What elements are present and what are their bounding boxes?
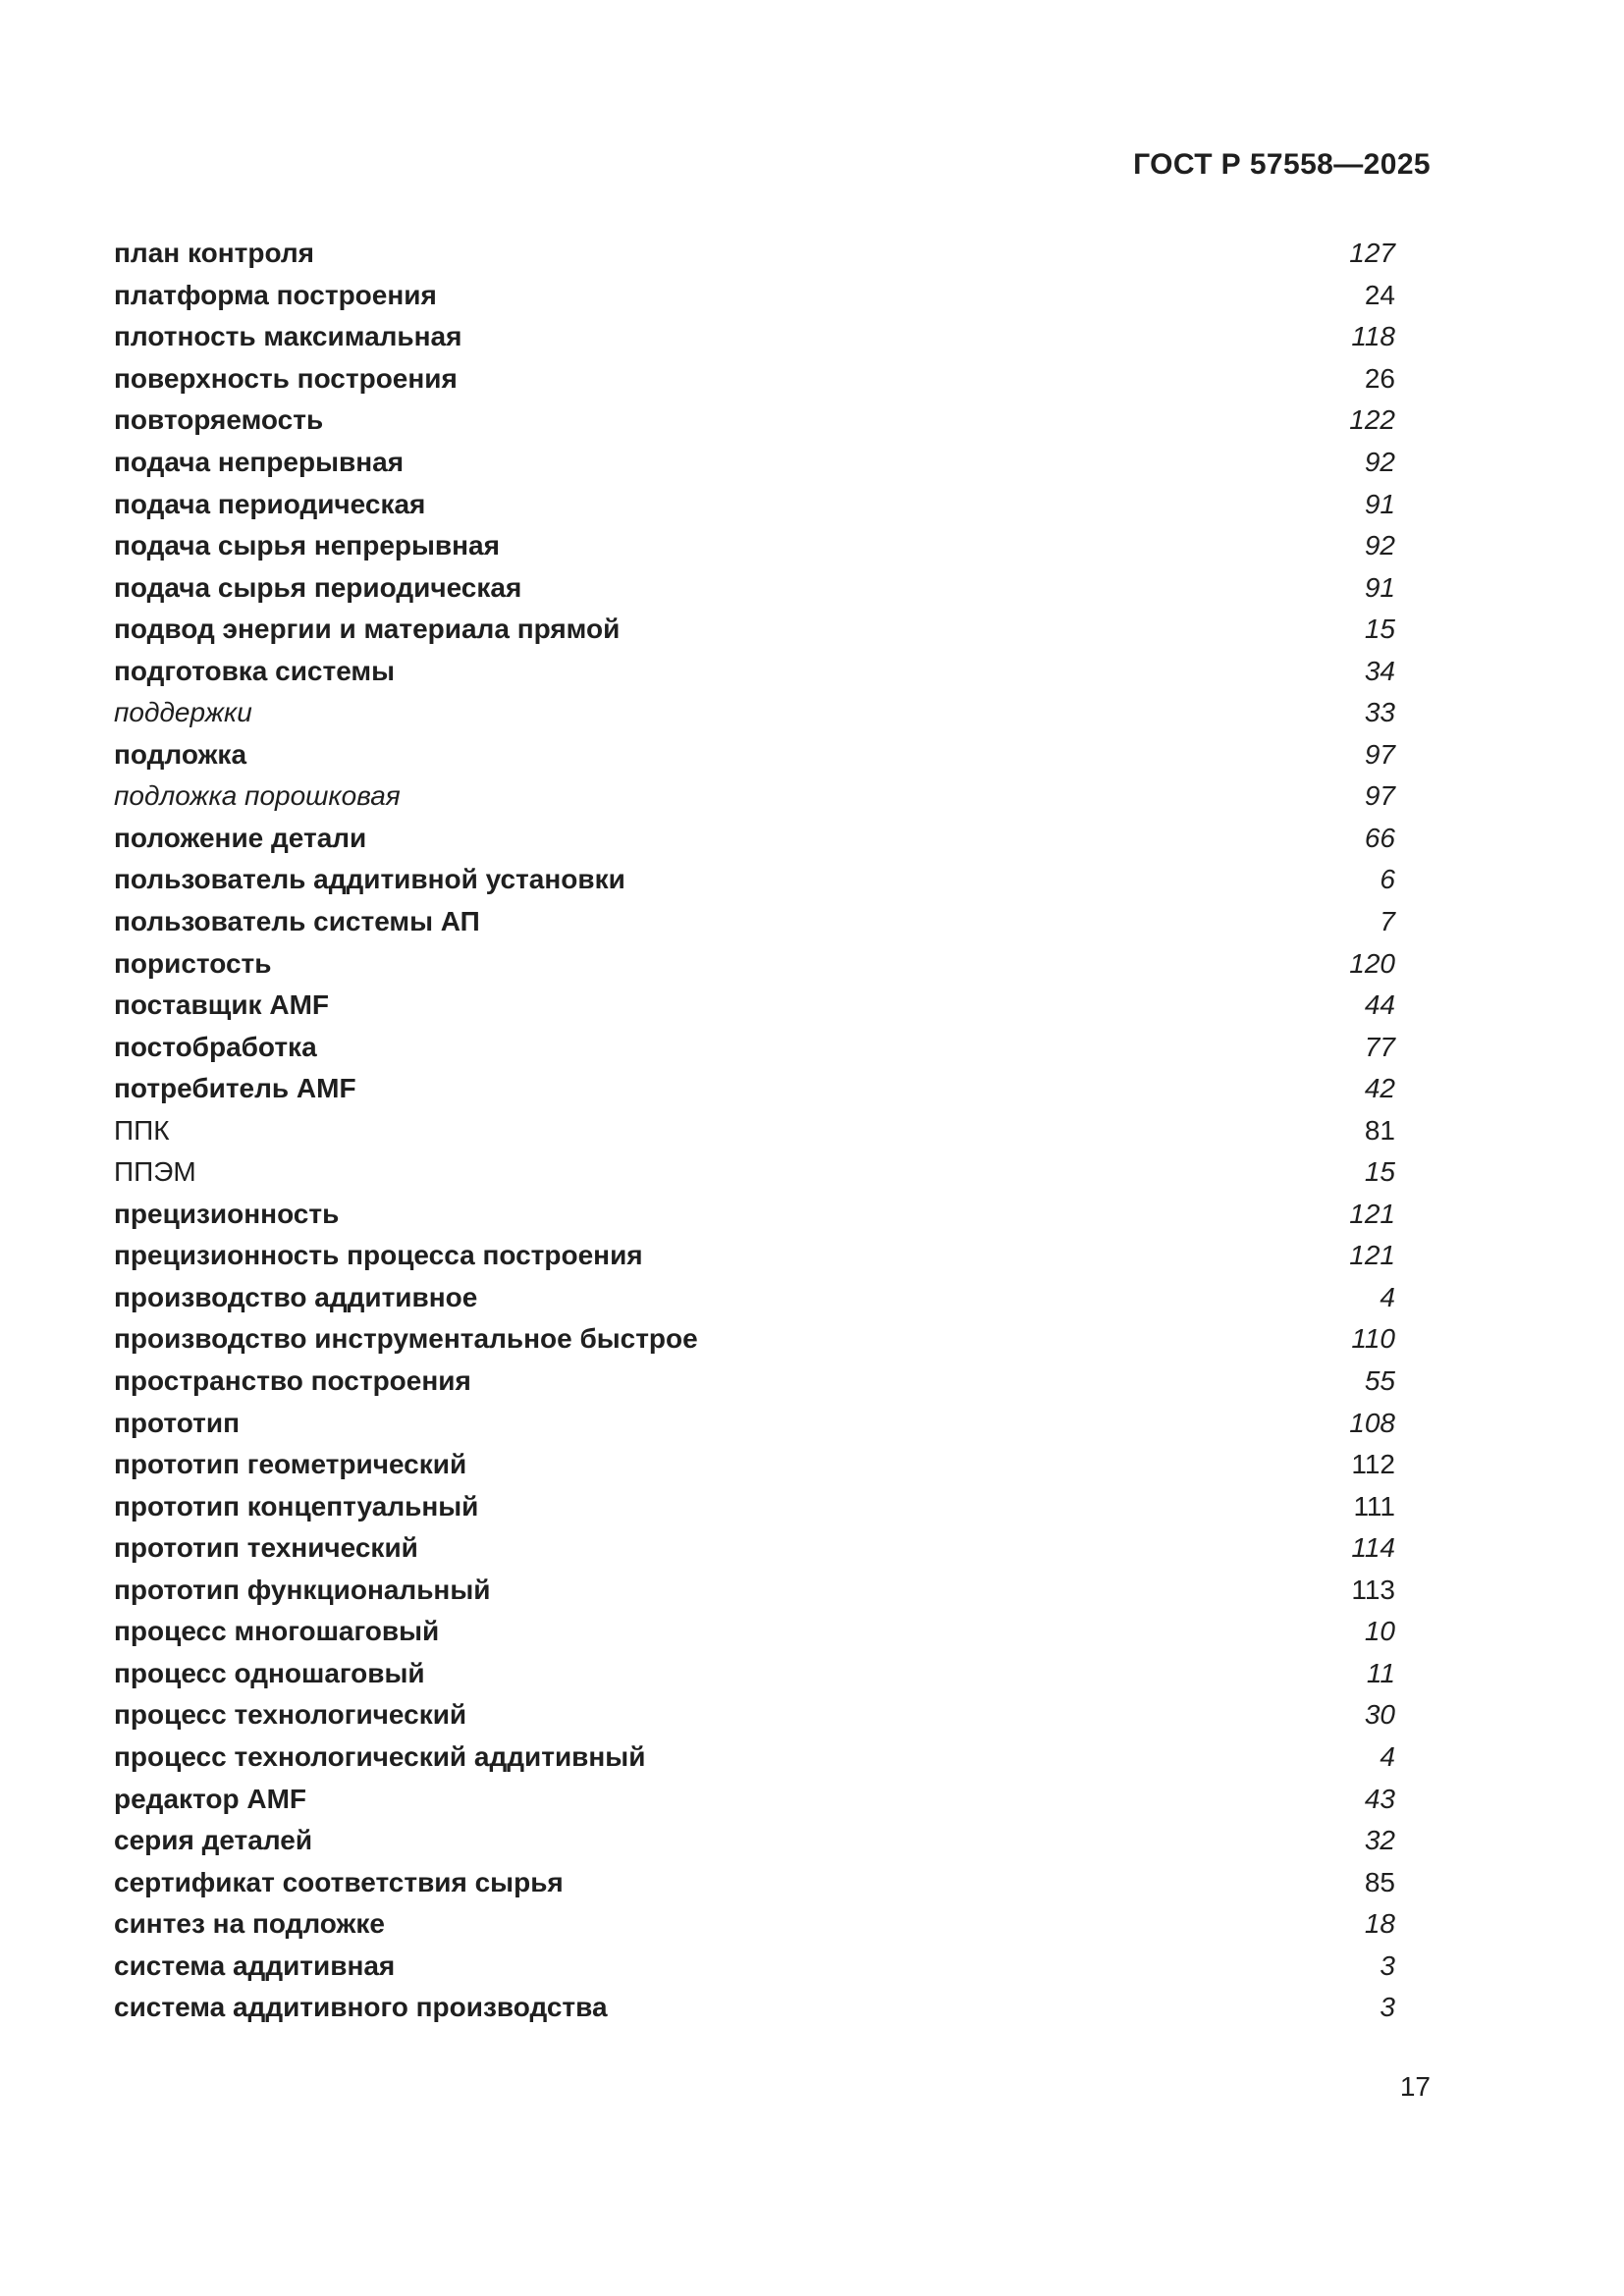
index-entry-row [114, 1402, 1395, 1444]
index-entry-row [114, 1235, 1395, 1277]
index-entry-row [114, 985, 1395, 1027]
index-page-number: 4 [1380, 1740, 1395, 1772]
index-entry-row [114, 734, 1395, 776]
index-term: ППЭМ [114, 1156, 196, 1188]
index-entry-row [114, 358, 1395, 400]
index-term: пользователь системы АП [114, 906, 480, 937]
index-page-number: 91 [1364, 571, 1395, 603]
index-entry-row [114, 233, 1395, 275]
index-term: процесс технологический [114, 1699, 467, 1731]
index-page-number: 97 [1364, 780, 1395, 812]
index-entry-row [114, 1151, 1395, 1194]
index-entry-row [114, 566, 1395, 609]
index-page-number: 114 [1351, 1532, 1395, 1564]
index-page-number: 6 [1380, 864, 1395, 895]
index-term: прототип технический [114, 1532, 418, 1564]
index-entry-row [114, 901, 1395, 943]
index-term: поддержки [114, 697, 252, 728]
index-term: процесс технологический аддитивный [114, 1740, 646, 1772]
index-page-number: 18 [1364, 1908, 1395, 1940]
index-term: система аддитивного производства [114, 1992, 608, 2023]
index-entry-row [114, 1485, 1395, 1527]
index-list [114, 233, 1395, 2029]
index-page-number: 110 [1351, 1323, 1395, 1355]
index-entry-row [114, 1736, 1395, 1779]
index-page-number: 85 [1364, 1866, 1395, 1897]
index-entry-row [114, 609, 1395, 651]
index-term: подложка порошковая [114, 780, 401, 812]
index-entry-row [114, 1277, 1395, 1319]
index-entry-row [114, 775, 1395, 818]
index-page-number: 121 [1349, 1240, 1395, 1271]
index-entry-row [114, 1194, 1395, 1236]
index-page-number: 92 [1364, 447, 1395, 477]
index-entry-row [114, 859, 1395, 901]
index-entry-row [114, 1694, 1395, 1736]
index-term: ППК [114, 1114, 170, 1146]
index-page-number: 7 [1380, 906, 1395, 937]
index-term: подготовка системы [114, 655, 396, 686]
index-page-number: 108 [1349, 1407, 1395, 1438]
index-entry-row [114, 1109, 1395, 1151]
index-entry-row [114, 1026, 1395, 1068]
index-entry-row [114, 818, 1395, 860]
index-entry-row [114, 1653, 1395, 1695]
index-page-number: 91 [1364, 488, 1395, 519]
index-page-number: 4 [1380, 1281, 1395, 1312]
index-entry-row [114, 1820, 1395, 1862]
index-entry-row [114, 1861, 1395, 1903]
index-page-number: 33 [1364, 697, 1395, 728]
index-entry-row [114, 442, 1395, 484]
index-page-number: 24 [1364, 279, 1395, 310]
index-page-number: 127 [1349, 238, 1395, 269]
index-term: подача сырья непрерывная [114, 530, 500, 561]
index-entry-row [114, 1987, 1395, 2029]
index-term: производство инструментальное быстрое [114, 1323, 698, 1355]
index-page-number: 10 [1364, 1616, 1395, 1647]
index-page-number: 120 [1349, 947, 1395, 979]
index-term: повторяемость [114, 404, 324, 436]
index-term: редактор AMF [114, 1783, 307, 1814]
index-page-number: 77 [1364, 1031, 1395, 1062]
index-entry-row [114, 1318, 1395, 1361]
index-term: сертификат соответствия сырья [114, 1866, 564, 1897]
index-entry-row [114, 1611, 1395, 1653]
index-entry-row [114, 650, 1395, 692]
index-term: серия деталей [114, 1825, 313, 1856]
index-term: прототип геометрический [114, 1449, 467, 1480]
index-term: подача периодическая [114, 488, 426, 519]
index-entry-row [114, 942, 1395, 985]
index-page-number: 118 [1351, 321, 1395, 352]
index-page-number: 3 [1380, 1992, 1395, 2023]
index-page-number: 111 [1353, 1490, 1395, 1522]
index-term: плотность максимальная [114, 321, 462, 352]
index-term: пористость [114, 947, 272, 979]
index-term: прецизионность процесса построения [114, 1240, 643, 1271]
index-page-number: 81 [1364, 1114, 1395, 1146]
index-page-number: 34 [1364, 655, 1395, 686]
index-term: поверхность построения [114, 362, 458, 394]
page-number: 17 [1399, 2071, 1431, 2102]
index-term: постобработка [114, 1031, 317, 1062]
index-entry-row [114, 1570, 1395, 1612]
index-page-number: 11 [1366, 1657, 1395, 1688]
index-term: процесс одношаговый [114, 1657, 425, 1688]
index-term: подвод энергии и материала прямой [114, 614, 621, 645]
index-page-number: 44 [1364, 989, 1395, 1021]
index-term: пользователь аддитивной установки [114, 864, 625, 895]
index-term: прецизионность [114, 1198, 340, 1229]
index-entry-row [114, 1068, 1395, 1110]
index-page-number: 122 [1349, 404, 1395, 436]
index-entry-row [114, 483, 1395, 525]
index-term: синтез на подложке [114, 1908, 385, 1940]
index-term: прототип концептуальный [114, 1490, 479, 1522]
index-term: план контроля [114, 238, 314, 269]
index-page-number: 113 [1351, 1574, 1395, 1605]
index-entry-row [114, 1527, 1395, 1570]
index-page-number: 32 [1364, 1825, 1395, 1856]
index-page-number: 92 [1364, 530, 1395, 561]
index-term: прототип [114, 1407, 241, 1438]
index-term: поставщик AMF [114, 989, 329, 1021]
index-entry-row [114, 316, 1395, 358]
index-page-number: 30 [1364, 1699, 1395, 1731]
index-entry-row [114, 275, 1395, 317]
index-term: производство аддитивное [114, 1281, 478, 1312]
index-page-number: 43 [1364, 1783, 1395, 1814]
index-term: система аддитивная [114, 1949, 396, 1981]
index-term: подача сырья периодическая [114, 571, 522, 603]
index-term: процесс многошаговый [114, 1616, 440, 1647]
index-term: пространство построения [114, 1365, 471, 1397]
index-entry-row [114, 1778, 1395, 1820]
index-term: прототип функциональный [114, 1574, 491, 1605]
index-page-number: 97 [1364, 738, 1395, 770]
index-page-number: 3 [1380, 1949, 1395, 1981]
document-header: ГОСТ Р 57558—2025 [1133, 148, 1431, 181]
index-entry-row [114, 1945, 1395, 1987]
index-entry-row [114, 1903, 1395, 1946]
index-term: платформа построения [114, 279, 437, 310]
index-term: подача непрерывная [114, 447, 405, 477]
index-entry-row [114, 692, 1395, 734]
index-term: потребитель AMF [114, 1073, 356, 1104]
index-entry-row [114, 1361, 1395, 1403]
index-page-number: 121 [1349, 1198, 1395, 1229]
index-entry-row [114, 525, 1395, 567]
index-page-number: 26 [1364, 362, 1395, 394]
index-page-number: 15 [1364, 614, 1395, 645]
index-page-number: 112 [1351, 1449, 1395, 1480]
index-term: подложка [114, 738, 247, 770]
index-page-number: 42 [1364, 1073, 1395, 1104]
index-page-number: 66 [1364, 822, 1395, 853]
index-entry-row [114, 1444, 1395, 1486]
index-term: положение детали [114, 822, 367, 853]
index-entry-row [114, 400, 1395, 442]
index-page-number: 55 [1364, 1365, 1395, 1397]
index-page-number: 15 [1364, 1156, 1395, 1188]
